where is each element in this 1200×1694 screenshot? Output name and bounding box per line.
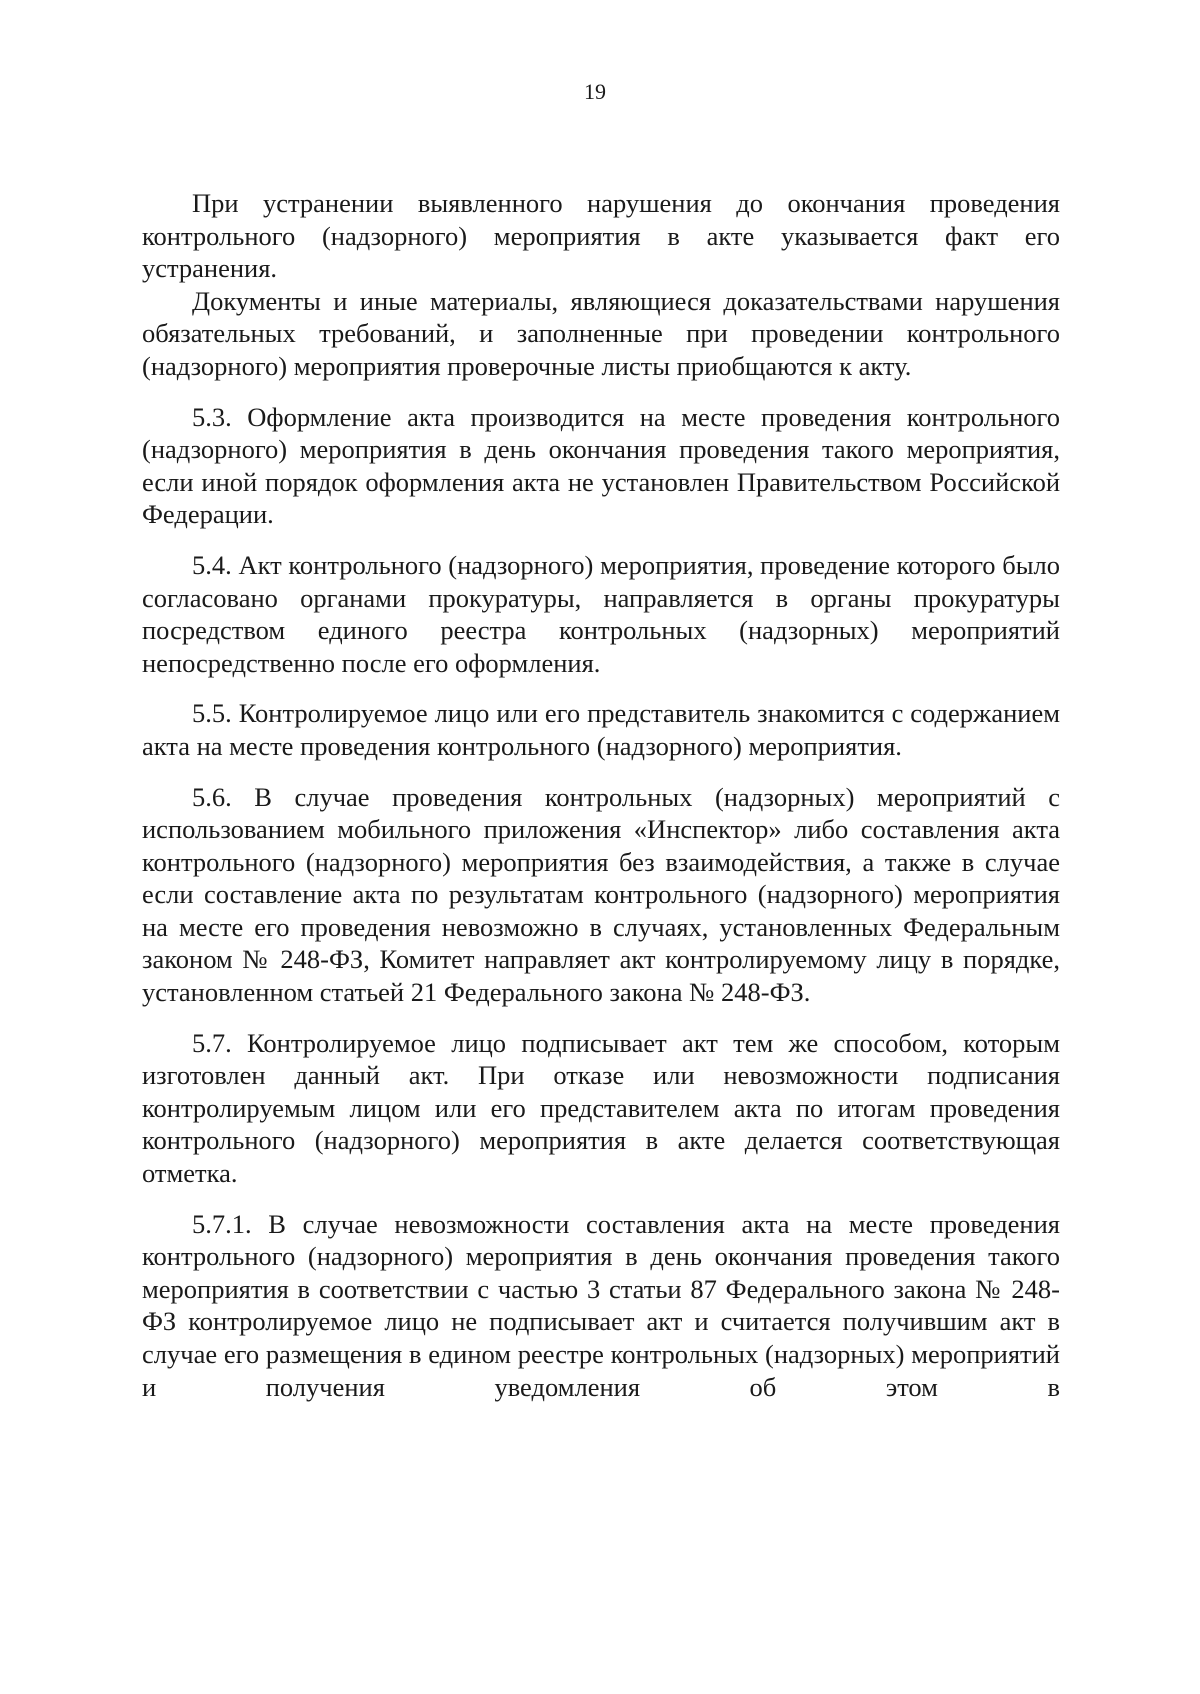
- paragraph-5-5: 5.5. Контролируемое лицо или его представитель знакомится с содержанием акта на месте проведения контрольного (надзорного) мероприятия.: [142, 698, 1060, 761]
- paragraph-5-3: 5.3. Оформление акта производится на месте проведения контрольного (надзорного) мероприятия в день окончания проведения такого мероприятия, если иной порядок оформления акта не установлен Правительством Российской Федерации.: [142, 401, 1060, 530]
- page-number: 19: [584, 79, 606, 104]
- paragraph-5-6: 5.6. В случае проведения контрольных (надзорных) мероприятий с использованием мобильного приложения «Инспектор» либо составления акта контрольного (надзорного) мероприятия без взаимодействия, а также в случае если составление акта по результатам контрольного (надзорного) мероприятия на месте его проведения невозможно в случаях, установленных Федеральным законом № 248-ФЗ, Комитет направляет акт контролируемому лицу в порядке, установленном статьей 21 Федерального закона № 248-ФЗ.: [142, 781, 1060, 1008]
- paragraph-documents-materials: Документы и иные материалы, являющиеся доказательствами нарушения обязательных требований, и заполненные при проведении контрольного (надзорного) мероприятия проверочные листы приобщаются к акту.: [142, 285, 1060, 381]
- document-body: [142, 187, 1060, 1403]
- paragraph-5-7: 5.7. Контролируемое лицо подписывает акт тем же способом, которым изготовлен данный акт. При отказе или невозможности подписания контролируемым лицом или его представителем акта по итогам проведения контрольного (надзорного) мероприятия в акте делается соответствующая отметка.: [142, 1027, 1060, 1189]
- paragraph-5-7-1: 5.7.1. В случае невозможности составления акта на месте проведения контрольного (надзорного) мероприятия в день окончания проведения такого мероприятия в соответствии с частью 3 статьи 87 Федерального закона № 248-ФЗ контролируемое лицо не подписывает акт и считается получившим акт в случае его размещения в едином реестре контрольных (надзорных) мероприятий и получения уведомления об этом в: [142, 1208, 1060, 1402]
- paragraph-5-4: 5.4. Акт контрольного (надзорного) мероприятия, проведение которого было согласовано органами прокуратуры, направляется в органы прокуратуры посредством единого реестра контрольных (надзорных) мероприятий непосредственно после его оформления.: [142, 549, 1060, 678]
- paragraph-violation-elimination: При устранении выявленного нарушения до окончания проведения контрольного (надзорного) мероприятия в акте указывается факт его устранения.: [142, 188, 1060, 284]
